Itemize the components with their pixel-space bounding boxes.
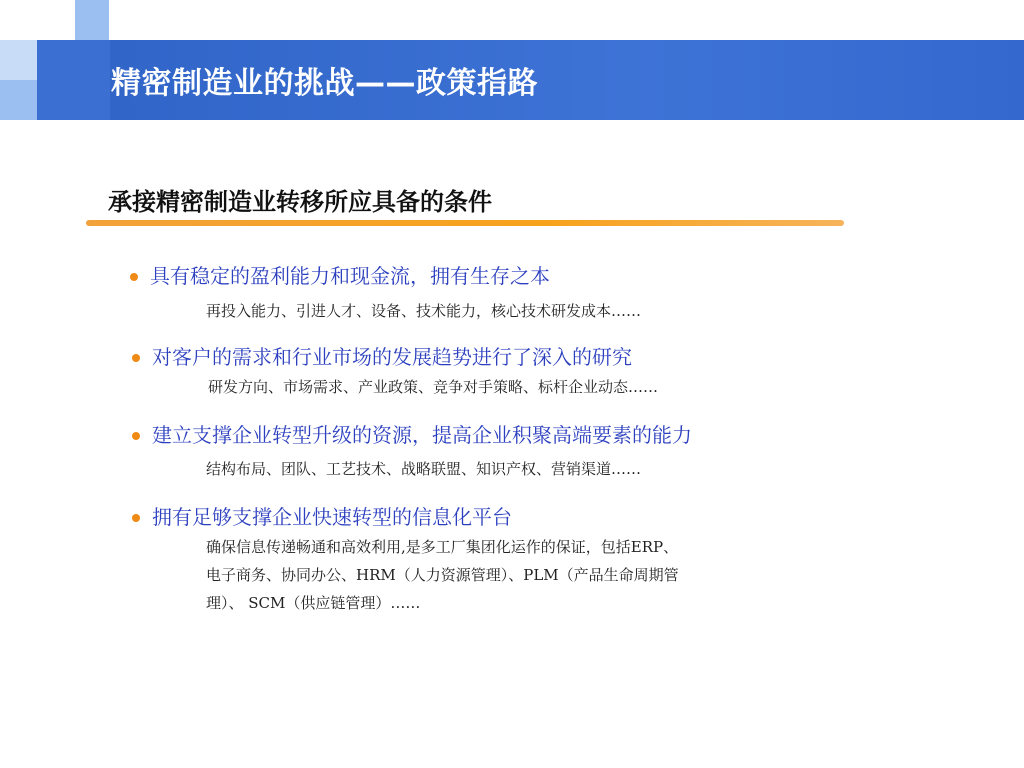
bullet-detail: 理）、 SCM（供应链管理）…… xyxy=(206,594,421,612)
bullet-dot xyxy=(132,514,140,522)
bullet-heading: 拥有足够支撑企业快速转型的信息化平台 xyxy=(152,505,512,529)
bullet-detail: 研发方向、市场需求、产业政策、竞争对手策略、标杆企业动态…… xyxy=(208,378,659,396)
bullet-heading: 对客户的需求和行业市场的发展趋势进行了深入的研究 xyxy=(152,345,632,369)
bullet-dot xyxy=(132,432,140,440)
bullet-detail: 确保信息传递畅通和高效利用,是多工厂集团化运作的保证，包括ERP、 xyxy=(206,538,679,556)
decor-square-left-light xyxy=(0,40,37,80)
decor-square-top xyxy=(75,0,109,40)
decor-square-left-dark xyxy=(0,80,37,120)
subtitle-underline xyxy=(86,220,844,226)
bullet-heading: 建立支撑企业转型升级的资源，提高企业积聚高端要素的能力 xyxy=(152,423,692,447)
bullet-heading: 具有稳定的盈利能力和现金流，拥有生存之本 xyxy=(150,264,550,288)
title-bar-accent xyxy=(37,40,110,120)
bullet-detail: 再投入能力、引进人才、设备、技术能力，核心技术研发成本…… xyxy=(206,302,642,320)
slide-title: 精密制造业的挑战——政策指路 xyxy=(111,66,538,101)
bullet-dot xyxy=(132,354,140,362)
bullet-dot xyxy=(130,273,138,281)
bullet-detail: 结构布局、团队、工艺技术、战略联盟、知识产权、营销渠道…… xyxy=(206,460,642,478)
bullet-detail: 电子商务、协同办公、HRM（人力资源管理）、PLM（产品生命周期管 xyxy=(206,566,679,584)
section-subtitle: 承接精密制造业转移所应具备的条件 xyxy=(108,188,492,216)
